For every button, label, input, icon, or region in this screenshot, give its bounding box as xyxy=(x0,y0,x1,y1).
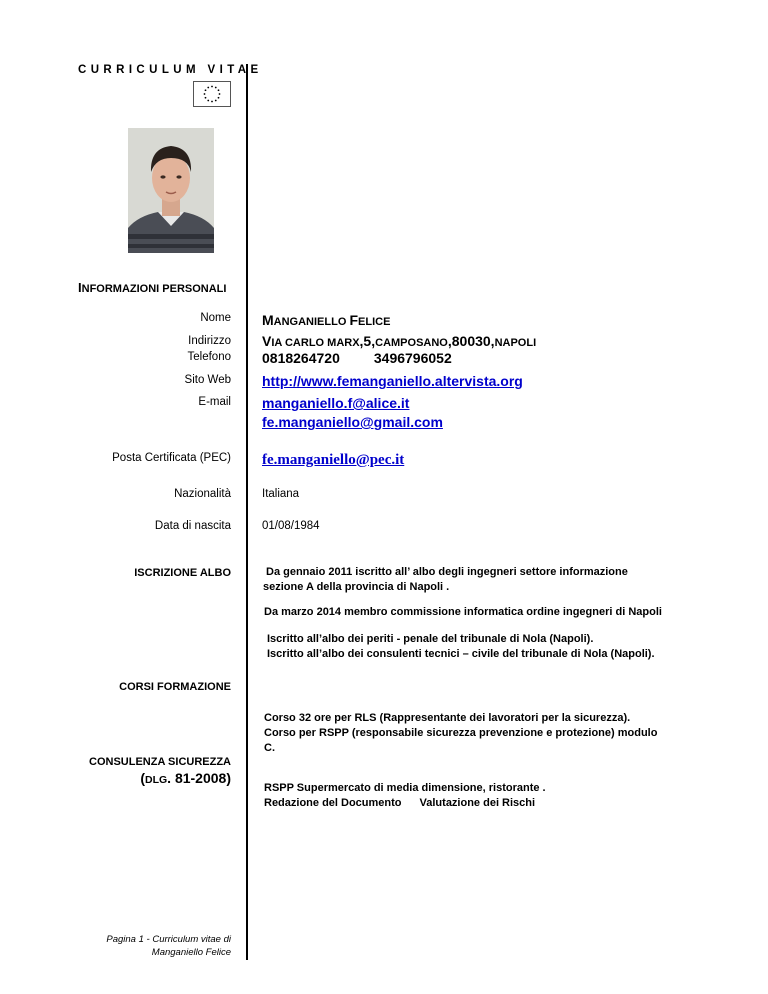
consulenza-text: RSPP Supermercato di media dimensione, ristorante . Redazione del Documento Valutazione dei Rischi xyxy=(264,782,546,809)
albo-paragraph-3: Iscritto all’albo dei periti - penale del tribunale di Nola (Napoli). Iscritto all’albo dei consulenti tecnici – civile del tribunale di Nola (Napoli). xyxy=(267,633,655,660)
corsi-list: Corso 32 ore per RLS (Rappresentante dei lavoratori per la sicurezza). Corso per RSPP (responsabile sicurezza prevenzione e protezione) modulo C. xyxy=(264,712,658,754)
label-iscrizione-albo: ISCRIZIONE ALBO xyxy=(134,567,231,579)
value-nome: MANGANIELLO FELICE xyxy=(262,312,391,328)
label-email: E-mail xyxy=(198,396,231,408)
link-email-gmail[interactable]: fe.manganiello@gmail.com xyxy=(262,414,443,430)
value-nazionalita: Italiana xyxy=(262,488,300,500)
link-sito-web[interactable]: http://www.femanganiello.altervista.org xyxy=(262,373,523,389)
label-consulenza-sicurezza: CONSULENZA SICUREZZA xyxy=(89,756,231,768)
label-dlg-81-2008: (DLG. 81-2008) xyxy=(140,770,231,786)
label-nazionalita: Nazionalità xyxy=(174,488,231,500)
label-corsi-formazione: CORSI FORMAZIONE xyxy=(119,681,231,693)
value-data-nascita: 01/08/1984 xyxy=(262,520,320,532)
albo-paragraph-2: Da marzo 2014 membro commissione informatica ordine ingegneri di Napoli xyxy=(264,606,662,618)
label-data-nascita: Data di nascita xyxy=(154,520,231,532)
eu-flag-icon xyxy=(193,81,231,107)
albo-paragraph-1: Da gennaio 2011 iscritto all’ albo degli ingegneri settore informazione sezione A della provincia di Napoli . xyxy=(263,566,628,593)
vertical-divider xyxy=(246,64,248,960)
label-indirizzo: Indirizzo xyxy=(188,335,231,347)
value-telefono: 0818264720 3496796052 xyxy=(262,350,452,366)
page-footer: Pagina 1 - Curriculum vitae di Manganiello Felice xyxy=(106,934,231,958)
label-pec: Posta Certificata (PEC) xyxy=(112,452,231,464)
label-sito-web: Sito Web xyxy=(184,374,231,386)
cv-title: CURRICULUM VITAE xyxy=(78,64,263,76)
link-pec[interactable]: fe.manganiello@pec.it xyxy=(262,452,405,468)
profile-photo xyxy=(128,128,214,253)
value-indirizzo: VIA CARLO MARX,5,CAMPOSANO,80030,NAPOLI xyxy=(262,333,537,349)
label-telefono: Telefono xyxy=(187,351,231,363)
section-heading-personal: INFORMAZIONI PERSONALI xyxy=(78,280,227,295)
label-nome: Nome xyxy=(200,312,231,324)
link-email-alice[interactable]: manganiello.f@alice.it xyxy=(262,395,410,411)
